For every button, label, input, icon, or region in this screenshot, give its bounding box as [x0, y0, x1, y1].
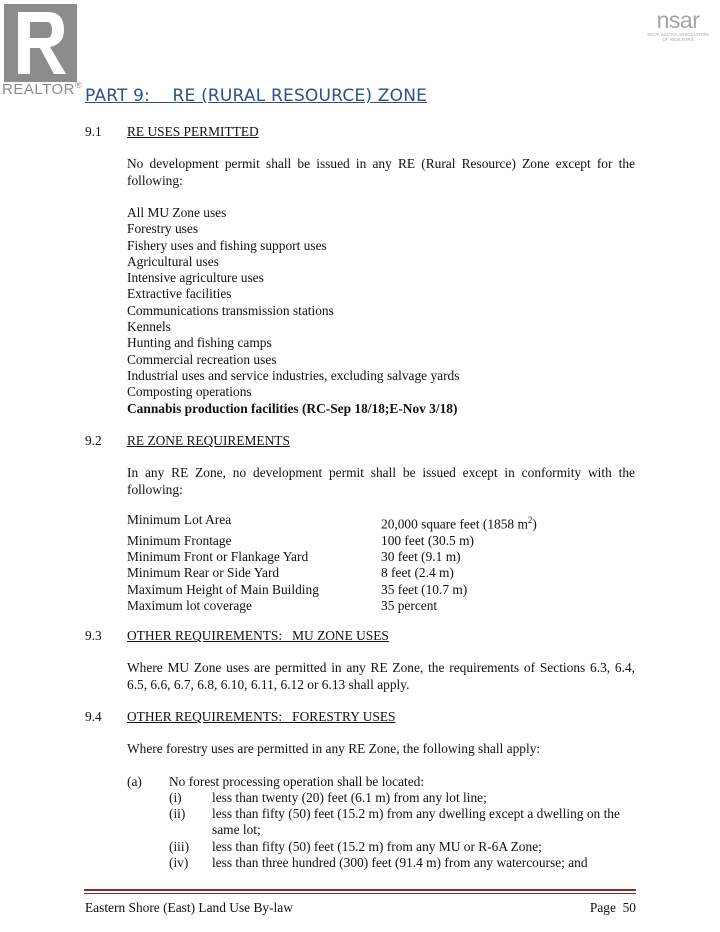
- subitem-label: (iv): [169, 855, 189, 870]
- subitem-text: less than fifty (50) feet (15.2 m) from any MU or R-6A Zone;: [212, 839, 542, 854]
- list-item: Commercial recreation uses: [127, 351, 277, 367]
- requirement-label: Minimum Lot Area: [127, 512, 232, 527]
- realtor-logo: [4, 4, 77, 82]
- subitem-label: (ii): [169, 806, 186, 821]
- requirement-label: Maximum Height of Main Building: [127, 581, 319, 597]
- requirement-value: 8 feet (2.4 m): [381, 565, 454, 581]
- section-number-9-2: 9.2: [85, 433, 102, 448]
- list-item: Intensive agriculture uses: [127, 270, 264, 286]
- list-item-cannabis: Cannabis production facilities (RC-Sep 18/18;E-Nov 3/18): [127, 400, 458, 416]
- list-item: Agricultural uses: [127, 253, 219, 269]
- nsar-subtitle: NOVA SCOTIA ASSOCIATION OF REALTORS: [647, 32, 709, 42]
- subitem-text: less than three hundred (300) feet (91.4 m) from any watercourse; and: [212, 855, 588, 870]
- requirement-label: Minimum Rear or Side Yard: [127, 565, 280, 581]
- realtor-r-icon: [4, 4, 77, 82]
- section-9-1-intro: No development permit shall be issued in any RE (Rural Resource) Zone except for the following:: [127, 156, 635, 188]
- nsar-logo: [644, 8, 712, 42]
- part-title: PART 9: RE (RURAL RESOURCE) ZONE: [85, 86, 428, 106]
- section-number-9-3: 9.3: [85, 628, 102, 643]
- requirement-label: Maximum lot coverage: [127, 597, 252, 613]
- table-row: [127, 549, 537, 565]
- section-number-9-4: 9.4: [85, 709, 102, 724]
- subitem-text: less than twenty (20) feet (6.1 m) from any lot line;: [212, 790, 487, 805]
- subitem-label: (i): [169, 790, 182, 805]
- permitted-uses-list: [127, 205, 459, 417]
- subitem-text: less than fifty (50) feet (15.2 m) from any dwelling except a dwelling on the same lot;: [212, 806, 620, 838]
- section-9-2-intro: In any RE Zone, no development permit shall be issued except in conformity with the following:: [127, 465, 635, 497]
- requirement-value: 35 percent: [381, 597, 438, 613]
- requirement-value: 30 feet (9.1 m): [381, 549, 461, 565]
- section-heading-9-2: RE ZONE REQUIREMENTS: [127, 433, 290, 448]
- section-9-3-text: Where MU Zone uses are permitted in any RE Zone, the requirements of Sections 6.3, 6.4, 6.5, 6.6, 6.7, 6.8, 6.10, 6.11, 6.12 or 6.13 shall apply.: [127, 660, 635, 692]
- list-item: Fishery uses and fishing support uses: [127, 237, 327, 253]
- requirement-label: Minimum Front or Flankage Yard: [127, 549, 309, 565]
- list-item: Hunting and fishing camps: [127, 335, 272, 351]
- list-item: All MU Zone uses: [127, 205, 227, 220]
- requirement-value: 35 feet (10.7 m): [381, 581, 468, 597]
- page-number: Page 50: [589, 900, 636, 915]
- list-item: Communications transmission stations: [127, 302, 334, 318]
- list-item: Composting operations: [127, 384, 252, 400]
- section-heading-9-3: OTHER REQUIREMENTS: MU ZONE USES: [127, 628, 389, 643]
- table-row: [127, 512, 537, 533]
- item-a-text: No forest processing operation shall be located:: [169, 774, 425, 789]
- section-heading-9-1: RE USES PERMITTED: [127, 124, 259, 139]
- table-row: [127, 582, 537, 598]
- list-item: Extractive facilities: [127, 286, 232, 302]
- requirement-label: Minimum Frontage: [127, 532, 232, 548]
- footer-rule-thin: [84, 893, 636, 894]
- footer-rule: [84, 889, 636, 891]
- table-row: [127, 598, 537, 614]
- table-row: [127, 533, 537, 549]
- list-item: Kennels: [127, 319, 171, 335]
- requirement-value: 20,000 square feet (1858 $m^2$): [381, 515, 537, 532]
- item-a-label: (a): [127, 774, 142, 789]
- table-row: [127, 565, 537, 581]
- section-number-9-1: 9.1: [85, 124, 102, 139]
- subitem-label: (iii): [169, 839, 190, 854]
- zone-requirements-table: [127, 512, 537, 614]
- section-heading-9-4: OTHER REQUIREMENTS: FORESTRY USES: [127, 709, 396, 724]
- list-item: Industrial uses and service industries, excluding salvage yards: [127, 367, 460, 383]
- requirement-value: 100 feet (30.5 m): [381, 532, 474, 548]
- realtor-wordmark: REALTOR®: [2, 80, 83, 98]
- list-item: Forestry uses: [127, 221, 199, 237]
- section-9-4-intro: Where forestry uses are permitted in any RE Zone, the following shall apply:: [127, 741, 541, 756]
- nsar-wordmark: nsar: [656, 7, 700, 33]
- footer-title: Eastern Shore (East) Land Use By-law: [85, 900, 293, 915]
